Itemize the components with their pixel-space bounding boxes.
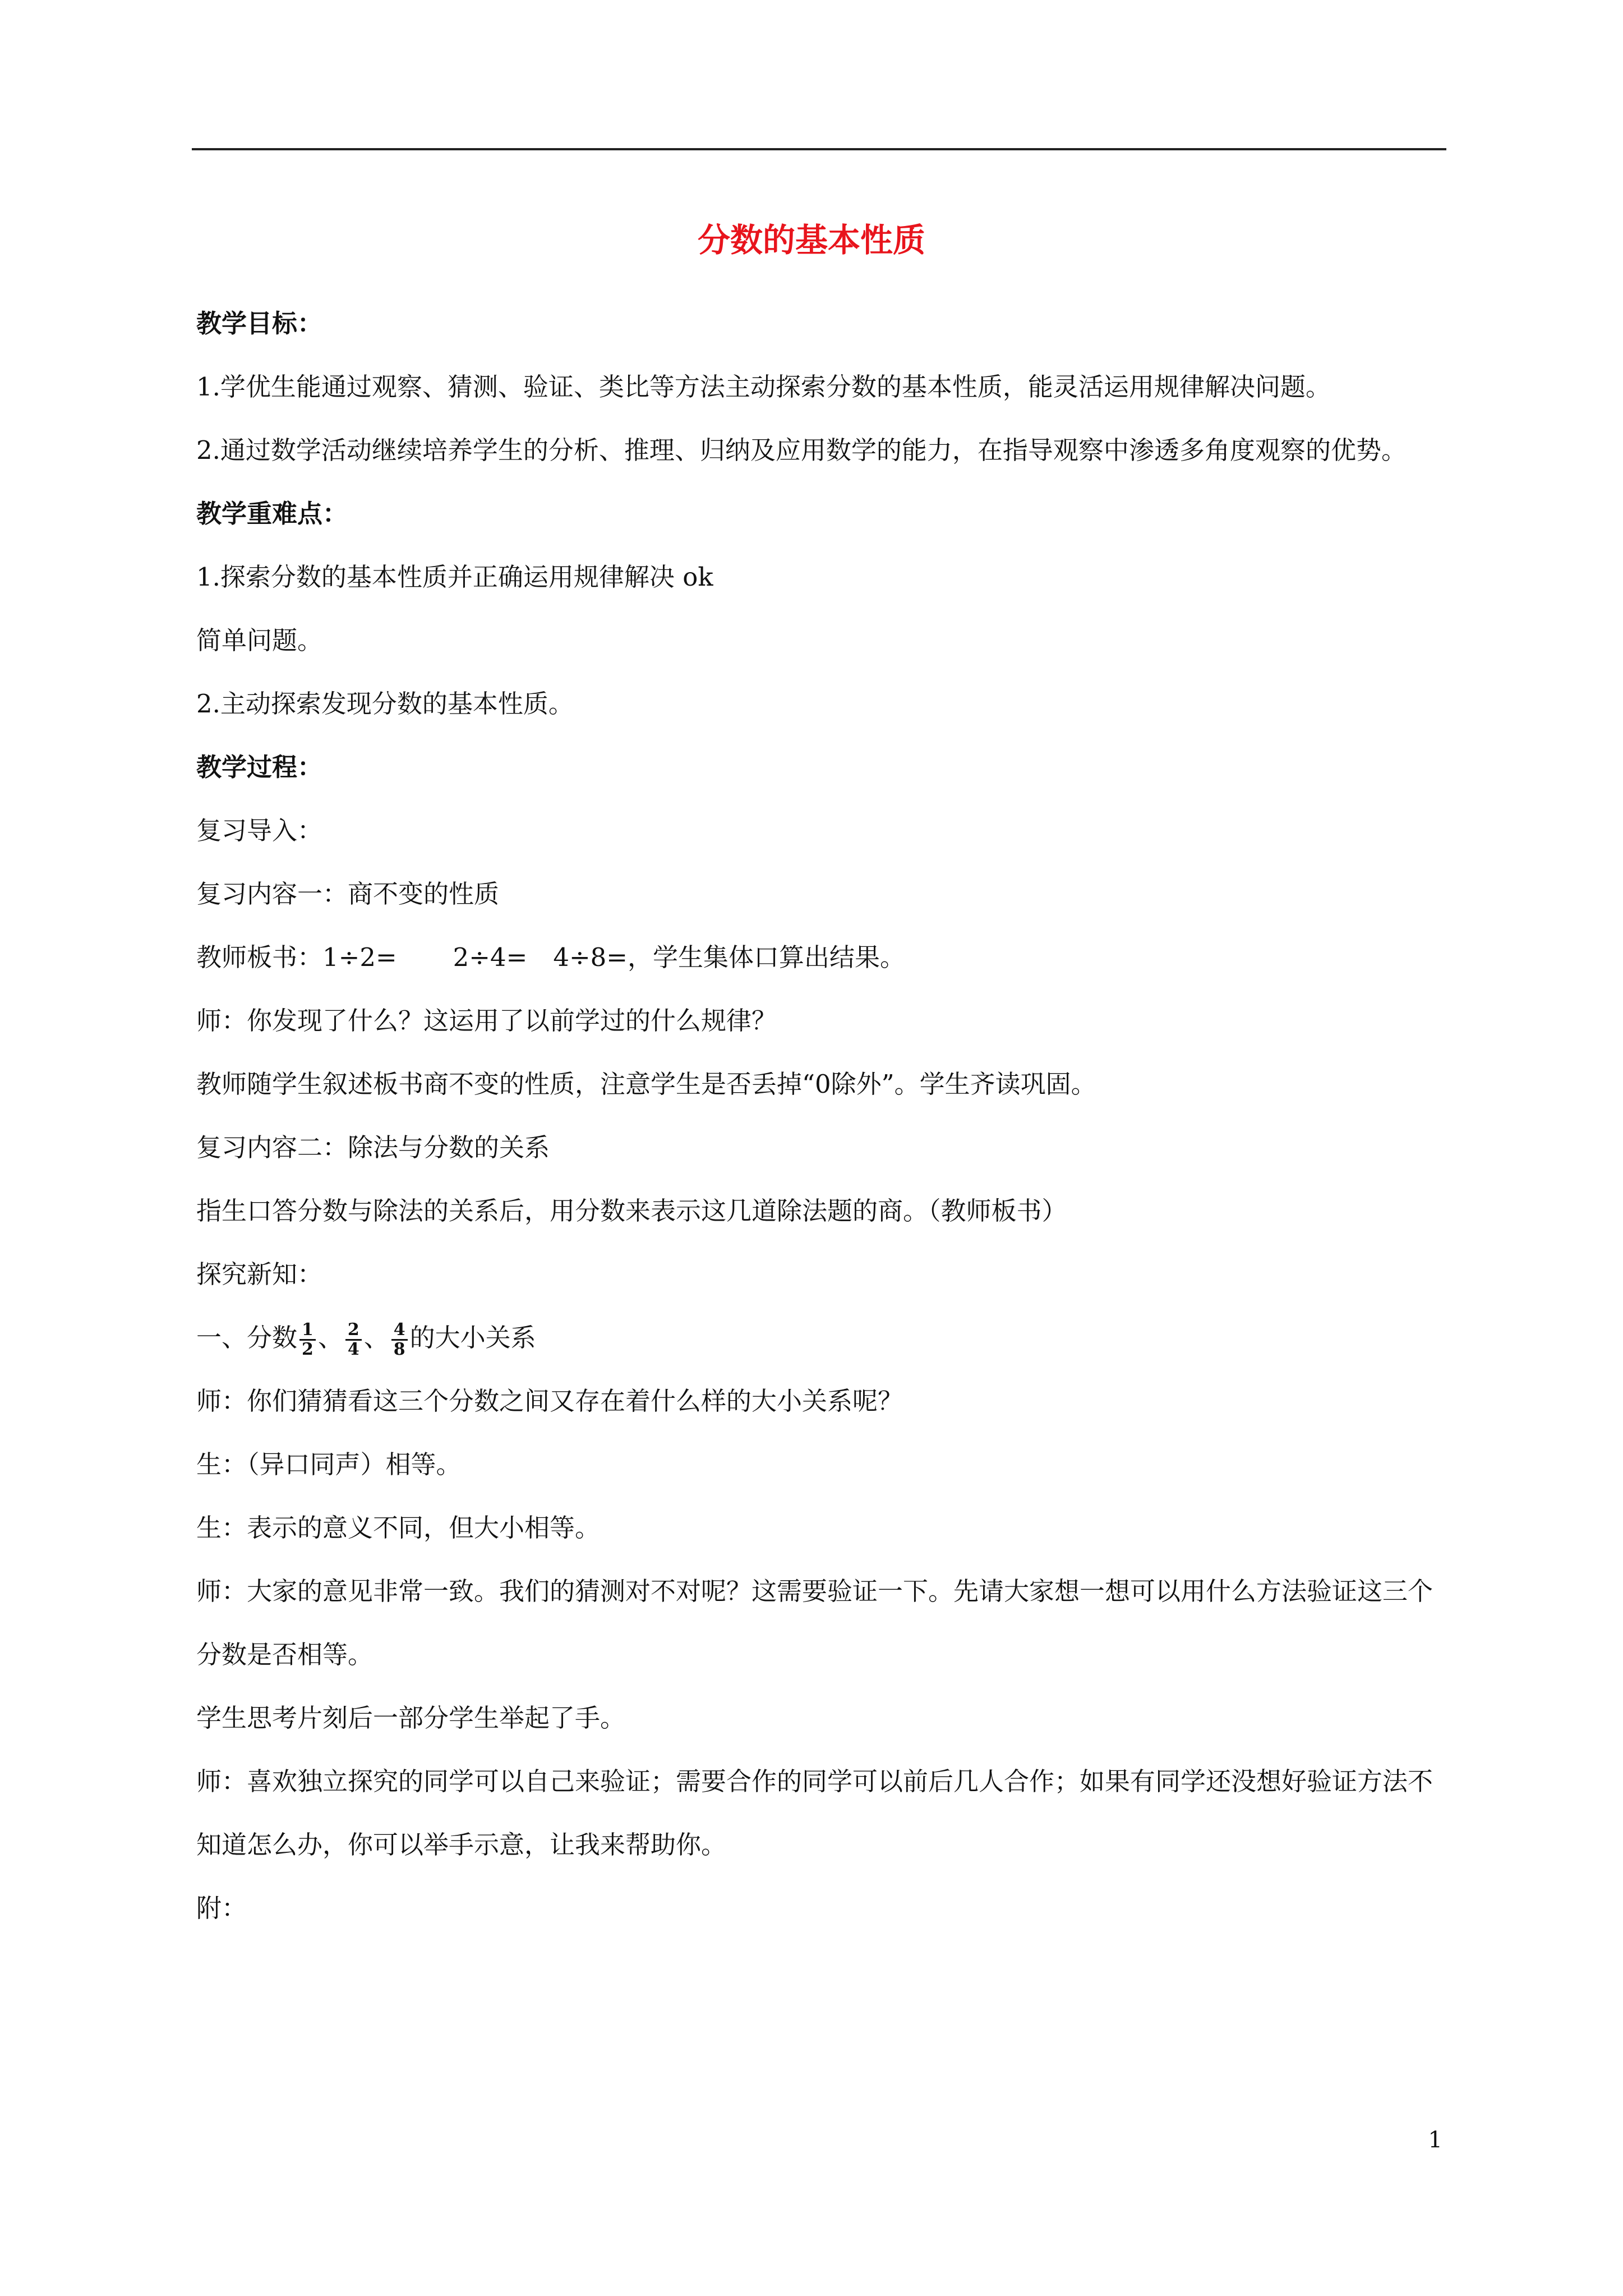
review-intro: 复习导入： [196, 816, 323, 845]
fraction-numerator: 1 [299, 1321, 316, 1341]
board-writing [196, 926, 1446, 989]
students-thinking: 学生思考片刻后一部分学生举起了手。 [196, 1703, 626, 1733]
teacher-question-3: 师：大家的意见非常一致。我们的猜测对不对呢？这需要验证一下。先请大家想一想可以用什么方法验证这三个分数是否相等。 [196, 1576, 1433, 1669]
fraction-denominator: 4 [347, 1340, 359, 1359]
page-number: 1 [1428, 2127, 1442, 2153]
board-expression-3: 4÷8=，学生集体口算出结果。 [553, 942, 906, 972]
review-item-2: 复习内容二：除法与分数的关系 [196, 1133, 550, 1162]
review-item-1: 复习内容一：商不变的性质 [196, 879, 500, 909]
part-1-prefix: 一、分数 [196, 1323, 298, 1352]
goal-2: 2.通过数学活动继续培养学生的分析、推理、归纳及应用数学的能力，在指导观察中渗透多角度观察的优势。 [196, 435, 1407, 465]
teacher-question-1: 师：你发现了什么？这运用了以前学过的什么规律？ [196, 1006, 777, 1036]
fraction-numerator: 2 [345, 1321, 362, 1341]
goals-heading: 教学目标： [196, 309, 323, 338]
fraction-2-4 [345, 1321, 362, 1359]
student-answer-2: 生：表示的意义不同，但大小相等。 [196, 1513, 601, 1543]
board-expression-1: 教师板书：1÷2= [196, 942, 397, 972]
review-item-2-text: 指生口答分数与除法的关系后，用分数来表示这几道除法题的商。（教师板书） [196, 1196, 1067, 1226]
key-point-1b: 简单问题。 [196, 625, 323, 655]
fraction-1-2 [299, 1321, 316, 1359]
goal-1: 1.学优生能通过观察、猜测、验证、类比等方法主动探索分数的基本性质，能灵活运用规律解决问题。 [196, 372, 1331, 402]
separator: 、 [317, 1323, 343, 1352]
document-body [196, 292, 1446, 1940]
header-rule [192, 148, 1446, 150]
document-title: 分数的基本性质 [697, 221, 925, 259]
key-point-1a: 1.探索分数的基本性质并正确运用规律解决 ok [196, 562, 713, 592]
fraction-4-8 [391, 1321, 408, 1359]
key-point-2: 2.主动探索发现分数的基本性质。 [196, 689, 574, 719]
teacher-question-2: 师：你们猜猜看这三个分数之间又存在着什么样的大小关系呢？ [196, 1386, 903, 1416]
board-expression-2: 2÷4= [453, 942, 528, 972]
explore-heading: 探究新知： [196, 1259, 323, 1289]
fraction-numerator: 4 [391, 1321, 408, 1341]
fraction-denominator: 2 [302, 1340, 313, 1359]
appendix-label: 附： [196, 1893, 247, 1923]
student-answer-1: 生：（异口同声）相等。 [196, 1450, 462, 1479]
part-1-heading [196, 1306, 1446, 1369]
teacher-question-4: 师：喜欢独立探究的同学可以自己来验证；需要合作的同学可以前后几人合作；如果有同学还没想好验证方法不知道怎么办，你可以举手示意，让我来帮助你。 [196, 1766, 1433, 1860]
teacher-note: 教师随学生叙述板书商不变的性质，注意学生是否丢掉“0除外”。学生齐读巩固。 [196, 1069, 1096, 1099]
key-points-heading: 教学重难点： [196, 499, 348, 528]
fraction-denominator: 8 [393, 1340, 405, 1359]
process-heading: 教学过程： [196, 752, 323, 782]
part-1-suffix: 的大小关系 [409, 1323, 536, 1352]
separator: 、 [363, 1323, 389, 1352]
